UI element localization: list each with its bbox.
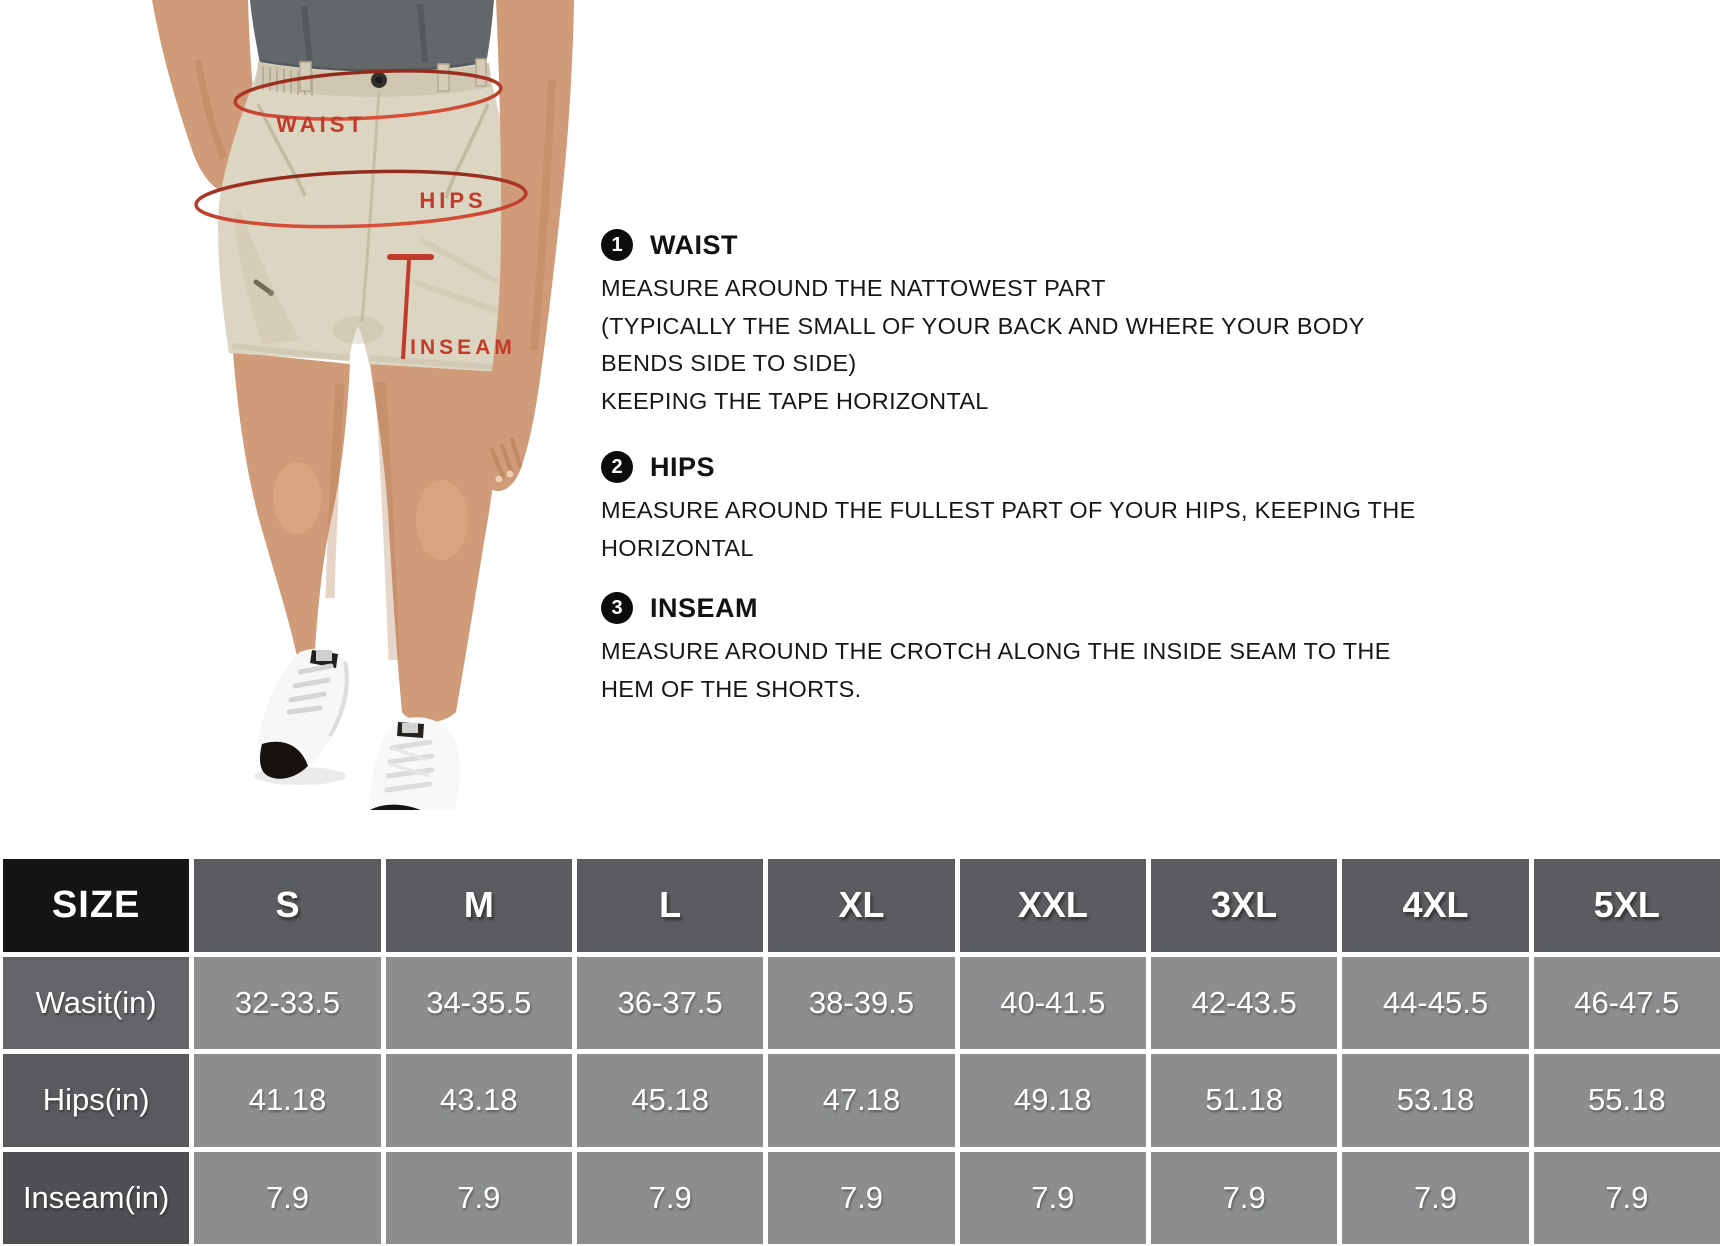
instruction-waist-body (601, 270, 1365, 420)
instruction-inseam (601, 592, 1391, 708)
model-photo (0, 0, 700, 810)
instruction-hips-title: HIPS (650, 451, 716, 482)
size-col-header-4xl: 4XL (1342, 859, 1528, 952)
text-line: MEASURE AROUND THE NATTOWEST PART (601, 275, 1106, 301)
inseam-value: 7.9 (1342, 1152, 1528, 1245)
size-table-corner-header: SIZE (3, 859, 189, 952)
hips-value: 43.18 (386, 1054, 572, 1147)
hips-value: 55.18 (1534, 1054, 1720, 1147)
waist-value: 38-39.5 (768, 957, 954, 1050)
instruction-inseam-heading (601, 592, 1391, 624)
hips-value: 49.18 (960, 1054, 1146, 1147)
size-col-header-5xl: 5XL (1534, 859, 1720, 952)
row-label-inseam: Inseam(in) (3, 1152, 189, 1245)
size-col-header-3xl: 3XL (1151, 859, 1337, 952)
instruction-waist-title: WAIST (650, 229, 738, 260)
size-table (3, 859, 1720, 1244)
hips-value: 45.18 (577, 1054, 763, 1147)
measurement-instructions (601, 0, 1416, 820)
size-col-header-l: L (577, 859, 763, 952)
hips-value: 47.18 (768, 1054, 954, 1147)
waist-value: 36-37.5 (577, 957, 763, 1050)
instruction-inseam-body (601, 633, 1391, 708)
hips-value: 53.18 (1342, 1054, 1528, 1147)
size-col-header-s: S (194, 859, 380, 952)
text-line: (TYPICALLY THE SMALL OF YOUR BACK AND WHERE YOUR BODY (601, 312, 1365, 339)
inseam-value: 7.9 (960, 1152, 1146, 1245)
text-line: MEASURE AROUND THE FULLEST PART OF YOUR HIPS, KEEPING THE (601, 497, 1416, 523)
model-right-shoe (354, 717, 470, 810)
step-2-badge: 2 (601, 451, 633, 483)
size-col-header-xxl: XXL (960, 859, 1146, 952)
hips-annotation-label: HIPS (419, 188, 487, 213)
inseam-value: 7.9 (1534, 1152, 1720, 1245)
instruction-hips (601, 451, 1416, 567)
waist-value: 46-47.5 (1534, 957, 1720, 1050)
inseam-value: 7.9 (577, 1152, 763, 1245)
model-left-shoe (254, 649, 350, 785)
text-line: MEASURE AROUND THE CROTCH ALONG THE INSIDE SEAM TO THE (601, 638, 1391, 664)
text-line: BENDS SIDE TO SIDE) (601, 350, 857, 377)
instruction-inseam-title: INSEAM (650, 592, 759, 623)
text-line: HEM OF THE SHORTS. (601, 675, 862, 702)
size-col-header-m: M (386, 859, 572, 952)
inseam-value: 7.9 (194, 1152, 380, 1245)
instruction-waist (601, 229, 1365, 420)
instruction-waist-heading (601, 229, 1365, 261)
waist-value: 40-41.5 (960, 957, 1146, 1050)
hips-value: 41.18 (194, 1054, 380, 1147)
waist-annotation-label: WAIST (276, 112, 366, 137)
text-line: KEEPING THE TAPE HORIZONTAL (601, 387, 989, 414)
size-col-header-xl: XL (768, 859, 954, 952)
inseam-value: 7.9 (768, 1152, 954, 1245)
text-line: HORIZONTAL (601, 534, 754, 561)
instruction-hips-body (601, 492, 1416, 567)
row-label-hips: Hips(in) (3, 1054, 189, 1147)
row-label-waist: Wasit(in) (3, 957, 189, 1050)
waist-value: 44-45.5 (1342, 957, 1528, 1050)
inseam-value: 7.9 (1151, 1152, 1337, 1245)
model-shirt (250, 0, 494, 72)
step-3-badge: 3 (601, 592, 633, 624)
inseam-annotation-label: INSEAM (410, 336, 516, 359)
inseam-value: 7.9 (386, 1152, 572, 1245)
waist-value: 34-35.5 (386, 957, 572, 1050)
waist-value: 42-43.5 (1151, 957, 1337, 1050)
step-1-badge: 1 (601, 229, 633, 261)
hips-value: 51.18 (1151, 1054, 1337, 1147)
waist-value: 32-33.5 (194, 957, 380, 1050)
instruction-hips-heading (601, 451, 1416, 483)
